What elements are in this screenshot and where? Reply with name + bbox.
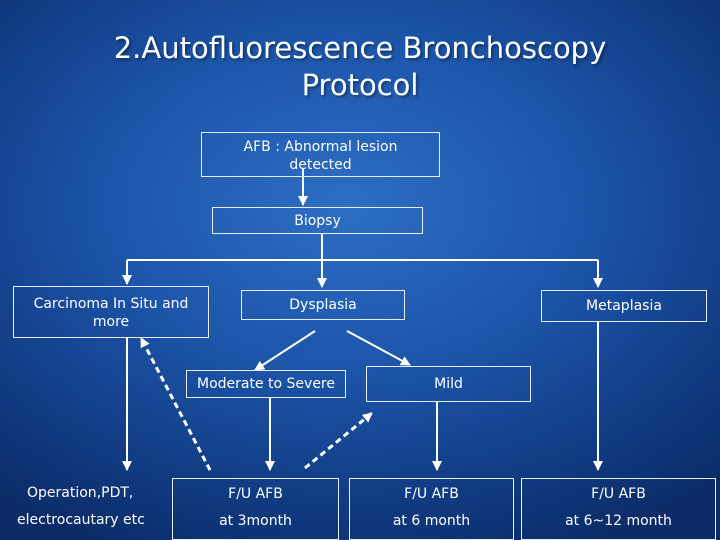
title-line-1: 2.Autofluorescence Bronchoscopy <box>113 31 607 65</box>
fu-6-12-line-2: at 6~12 month <box>565 513 672 529</box>
operation-line-2: electrocautary etc <box>17 512 145 528</box>
arrow-to-moderate <box>255 331 315 370</box>
mild-label: Mild <box>434 376 463 392</box>
metaplasia-label: Metaplasia <box>586 298 662 314</box>
dashed-arrow-fu3-to-cis <box>141 338 210 470</box>
arrow-to-mild <box>347 331 410 365</box>
cis-line-2: more <box>92 314 130 330</box>
fu-6-12-month-box <box>521 478 716 540</box>
cis-box <box>13 286 209 338</box>
fu-6-month-box <box>349 478 514 540</box>
mild-box <box>366 366 531 402</box>
moderate-severe-box <box>186 370 346 398</box>
dashed-arrow-fu6-to-moderate <box>305 413 372 468</box>
fu-6-line-1: F/U AFB <box>404 486 459 502</box>
afb-lesion-line-1: AFB : Abnormal lesion <box>243 139 398 155</box>
afb-lesion-line-2: detected <box>289 157 352 173</box>
operation-line-1: Operation,PDT, <box>27 485 134 501</box>
afb-lesion-box <box>201 132 440 177</box>
metaplasia-box <box>541 290 707 322</box>
fu-3-month-box <box>172 478 339 540</box>
fu-3-line-2: at 3month <box>219 513 292 529</box>
biopsy-label: Biopsy <box>294 213 341 229</box>
dysplasia-label: Dysplasia <box>289 297 357 313</box>
biopsy-box <box>212 207 423 234</box>
dysplasia-box <box>241 290 405 320</box>
title-line-2: Protocol <box>301 68 419 102</box>
cis-line-1: Carcinoma In Situ and <box>33 296 189 312</box>
fu-6-12-line-1: F/U AFB <box>591 486 646 502</box>
fu-3-line-1: F/U AFB <box>228 486 283 502</box>
operation-outcome <box>13 484 168 529</box>
fu-6-line-2: at 6 month <box>392 513 471 529</box>
moderate-severe-label: Moderate to Severe <box>197 376 335 392</box>
